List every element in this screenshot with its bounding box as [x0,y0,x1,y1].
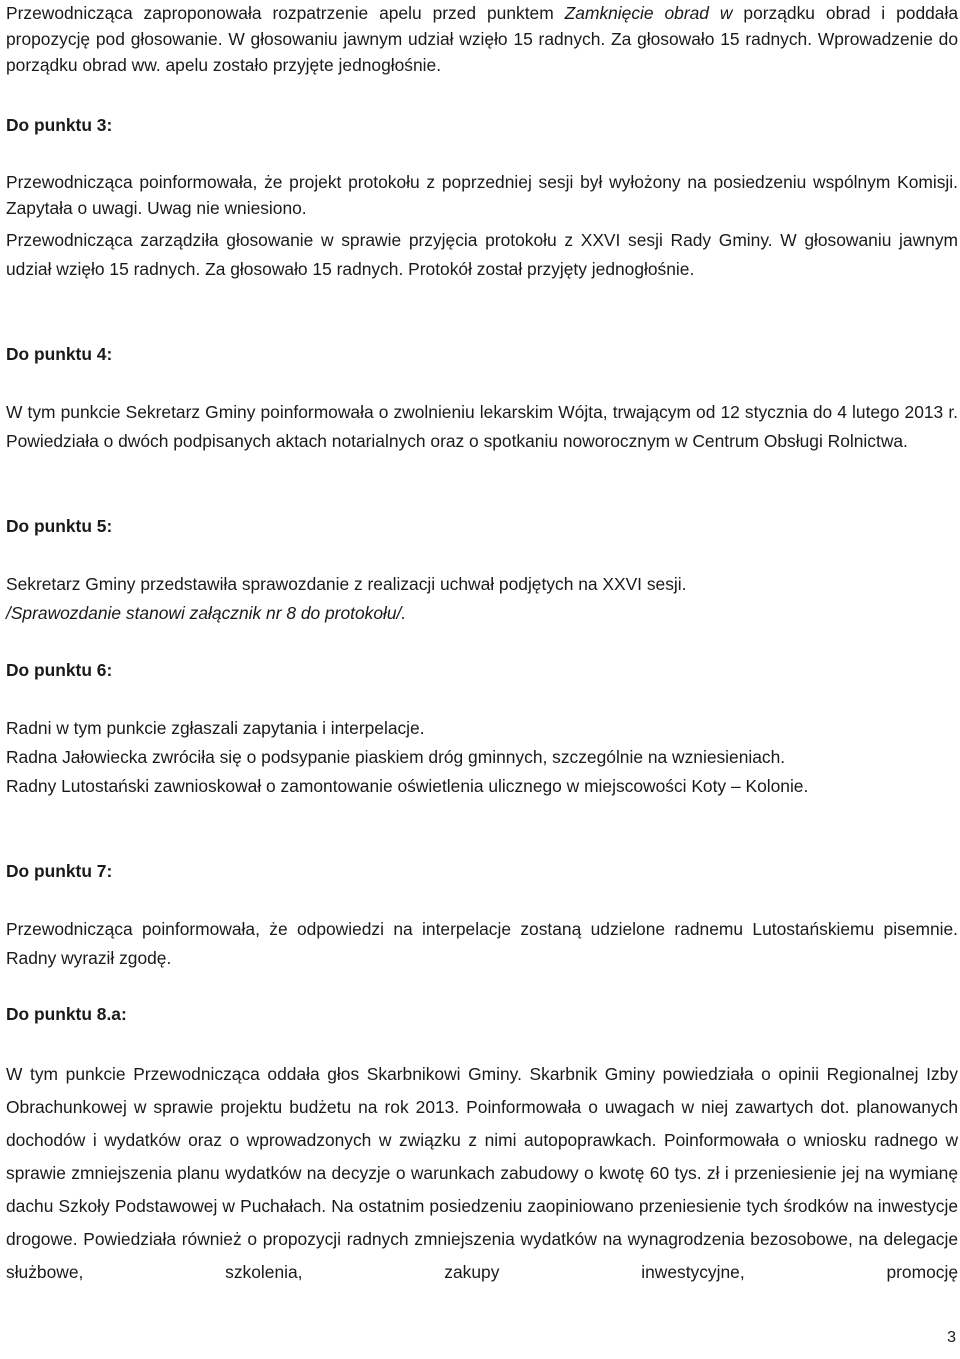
section-heading-6: Do punktu 6: [6,660,113,680]
section-3-paragraph-1: Przewodnicząca poinformowała, że projekt protokołu z poprzedniej sesji był wyłożony na posiedzeniu wspólnym Komisji. Zapytała o uwagi. Uwag nie wniesiono. [6,172,958,218]
section-heading-5: Do punktu 5: [6,516,113,536]
page-number: 3 [947,1329,956,1346]
section-3-paragraph-2: Przewodnicząca zarządziła głosowanie w sprawie przyjęcia protokołu z XXVI sesji Rady Gminy. W głosowaniu jawnym udział wzięło 15 radnych. Za głosowało 15 radnych. Protokół został przyjęty jednogłośnie. [6,230,958,279]
intro-paragraph [6,0,958,78]
section-6-paragraph-3: Radny Lutostański zawnioskował o zamontowanie oświetlenia ulicznego w miejscowości Koty – Kolonie. [6,776,809,796]
intro-emphasis: Zamknięcie obrad w [564,3,733,23]
section-7-paragraph-1: Przewodnicząca poinformowała, że odpowiedzi na interpelacje zostaną udzielone radnemu Lutostańskiemu pisemnie. Radny wyraził zgodę. [6,919,958,968]
section-heading-7: Do punktu 7: [6,861,113,881]
section-6-paragraph-1: Radni w tym punkcie zgłaszali zapytania i interpelacje. [6,718,425,738]
section-8a-paragraph-1: W tym punkcie Przewodnicząca oddała głos Skarbnikowi Gminy. Skarbnik Gminy powiedziała o opinii Regionalnej Izby Obrachunkowej w sprawie projektu budżetu na rok 2013. Poinformowała o uwagach w niej zawartych dot. planowanych dochodów i wydatków oraz o wprowadzonych w związku z nimi autopoprawkach. Poinformowała o wniosku radnego w sprawie zmniejszenia planu wydatków na decyzje o warunkach zabudowy o kwotę 60 tys. zł i przeniesienie jej na wymianę dachu Szkoły Podstawowej w Puchałach. Na ostatnim posiedzeniu zaopiniowano przeniesienie tych środków na inwestycje drogowe. Powiedziała również o propozycji radnych zmniejszenia wydatków na wynagrodzenia bezosobowe, na delegacje służbowe, szkolenia, zakupy inwestycyjne, promocję [6,1064,958,1282]
section-5-text: Sekretarz Gminy przedstawiła sprawozdanie z realizacji uchwał podjętych na XXVI sesji. [6,574,687,594]
section-heading-3: Do punktu 3: [6,115,113,135]
section-heading-4: Do punktu 4: [6,344,113,364]
section-4-paragraph-1: W tym punkcie Sekretarz Gminy poinformowała o zwolnieniu lekarskim Wójta, trwającym od 12 stycznia do 4 lutego 2013 r. Powiedziała o dwóch podpisanych aktach notarialnych oraz o spotkaniu noworocznym w Centrum Obsługi Rolnictwa. [6,402,958,451]
section-5-attachment-note: /Sprawozdanie stanowi załącznik nr 8 do protokołu/. [6,603,407,623]
intro-text-2: porządku obrad i poddała propozycję pod głosowanie. W głosowaniu jawnym udział wzięło 15 radnych. Za głosowało 15 radnych. Wprowadzenie do porządku obrad ww. apelu zostało przyjęte jednogłośnie. [6,3,959,75]
section-5-paragraph-1 [6,570,958,628]
intro-text-1: Przewodnicząca zaproponowała rozpatrzenie apelu przed punktem [6,3,565,23]
section-heading-8a: Do punktu 8.a: [6,1004,127,1024]
section-6-paragraph-2: Radna Jałowiecka zwróciła się o podsypanie piaskiem dróg gminnych, szczególnie na wzniesieniach. [6,747,786,767]
